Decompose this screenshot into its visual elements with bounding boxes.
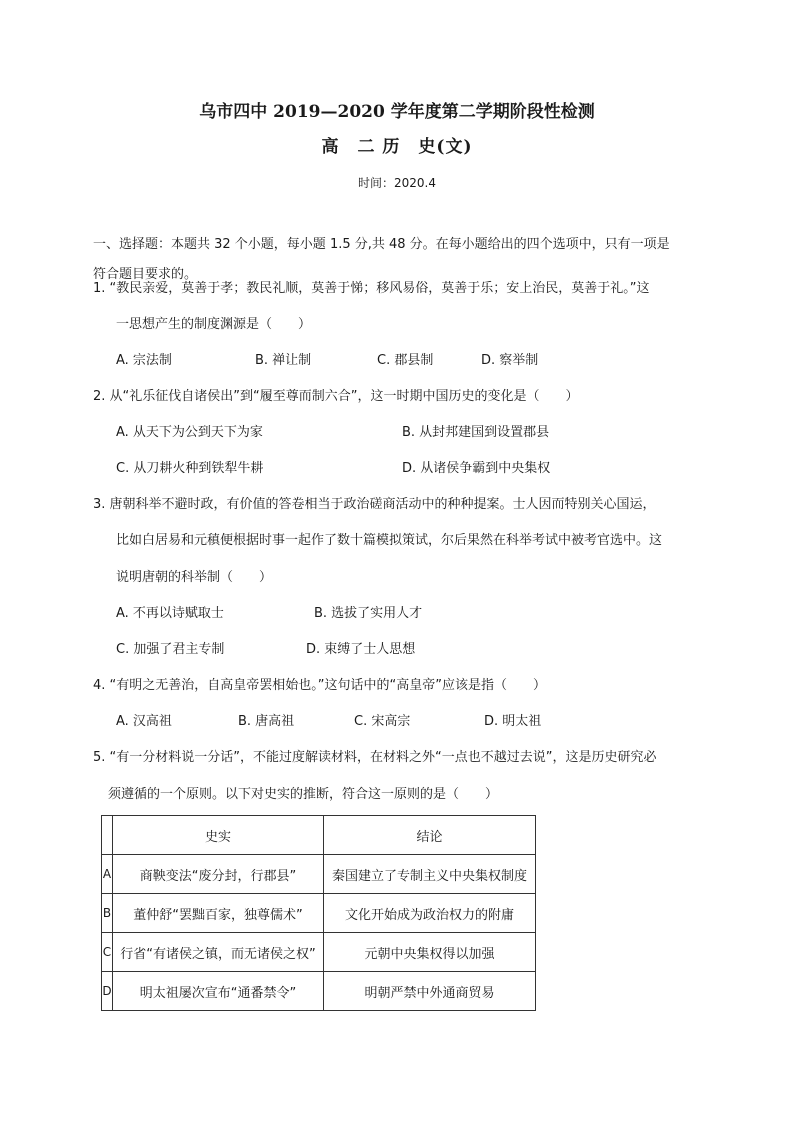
row-fact: 商鞅变法“废分封，行郡县” bbox=[113, 855, 324, 894]
question-1-option-c: C. 郡县制 bbox=[377, 353, 434, 368]
table-row bbox=[102, 933, 536, 972]
row-conclusion: 文化开始成为政治权力的附庸 bbox=[324, 894, 536, 933]
question-2-option-a: A. 从天下为公到天下为家 bbox=[116, 425, 263, 440]
table-row bbox=[102, 894, 536, 933]
row-label: B bbox=[102, 894, 113, 933]
question-4-option-b: B. 唐高祖 bbox=[238, 714, 295, 729]
question-4-option-c: C. 宋高宗 bbox=[354, 714, 411, 729]
table-row bbox=[102, 972, 536, 1011]
question-3-stem-line-3: 说明唐朝的科举制（ ） bbox=[116, 570, 273, 585]
exam-title: 乌市四中 2019—2020 学年度第二学期阶段性检测 bbox=[199, 102, 595, 122]
question-1-stem-line-2: 一思想产生的制度渊源是（ ） bbox=[116, 317, 312, 332]
question-3-stem-line-2: 比如白居易和元稹便根据时事一起作了数十篇模拟策试，尔后果然在科举考试中被考官选中。这 bbox=[116, 533, 663, 548]
question-2-stem-line-1: 2. 从“礼乐征伐自诸侯出”到“履至尊而制六合”，这一时期中国历史的变化是（ ） bbox=[93, 389, 579, 404]
question-4-option-a: A. 汉高祖 bbox=[116, 714, 172, 729]
row-conclusion: 元朝中央集权得以加强 bbox=[324, 933, 536, 972]
question-2-option-c: C. 从刀耕火种到铁犁牛耕 bbox=[116, 461, 264, 476]
row-fact: 明太祖屡次宣布“通番禁令” bbox=[113, 972, 324, 1011]
row-fact: 行省“有诸侯之镇，而无诸侯之权” bbox=[113, 933, 324, 972]
section-instruction-line-1: 一、选择题：本题共 32 个小题，每小题 1.5 分,共 48 分。在每小题给出的四个选项中，只有一项是 bbox=[93, 237, 670, 252]
question-1-option-b: B. 禅让制 bbox=[255, 353, 312, 368]
question-1-option-a: A. 宗法制 bbox=[116, 353, 172, 368]
section-instruction-line-2: 符合题目要求的。 bbox=[93, 267, 198, 282]
question-3-option-a: A. 不再以诗赋取士 bbox=[116, 606, 224, 621]
question-4-stem-line-1: 4. “有明之无善治，自高皇帝罢相始也。”这句话中的“高皇帝”应该是指（ ） bbox=[93, 678, 546, 693]
question-3-stem-line-1: 3. 唐朝科举不避时政，有价值的答卷相当于政治磋商活动中的种种提案。士人因而特别关心国运， bbox=[93, 497, 656, 512]
row-label: D bbox=[102, 972, 113, 1011]
question-2-option-b: B. 从封邦建国到设置郡县 bbox=[402, 425, 550, 440]
table-header-blank bbox=[102, 816, 113, 855]
question-1-option-d: D. 察举制 bbox=[481, 353, 539, 368]
row-label: A bbox=[102, 855, 113, 894]
question-3-option-b: B. 选拔了实用人才 bbox=[314, 606, 423, 621]
table-row bbox=[102, 855, 536, 894]
exam-time: 时间：2020.4 bbox=[358, 176, 436, 190]
exam-subject: 高 二 历 史(文) bbox=[321, 137, 473, 157]
question-5-table bbox=[101, 815, 536, 1011]
row-conclusion: 秦国建立了专制主义中央集权制度 bbox=[324, 855, 536, 894]
question-5-stem-line-1: 5. “有一分材料说一分话”，不能过度解读材料，在材料之外“一点也不越过去说”，这是历史研究必 bbox=[93, 750, 657, 765]
question-2-option-d: D. 从诸侯争霸到中央集权 bbox=[402, 461, 551, 476]
table-header-conclusion: 结论 bbox=[324, 816, 536, 855]
question-3-option-c: C. 加强了君主专制 bbox=[116, 642, 225, 657]
question-4-option-d: D. 明太祖 bbox=[484, 714, 542, 729]
question-1-stem-line-1: 1. “教民亲爱，莫善于孝；教民礼顺，莫善于悌；移风易俗，莫善于乐；安上治民，莫善于礼。”这 bbox=[93, 281, 650, 296]
question-5-stem-line-2: 须遵循的一个原则。以下对史实的推断，符合这一原则的是（ ） bbox=[108, 787, 499, 802]
question-3-option-d: D. 束缚了士人思想 bbox=[306, 642, 416, 657]
row-fact: 董仲舒“罢黜百家，独尊儒术” bbox=[113, 894, 324, 933]
table-header-fact: 史实 bbox=[113, 816, 324, 855]
table-header-row bbox=[102, 816, 536, 855]
row-conclusion: 明朝严禁中外通商贸易 bbox=[324, 972, 536, 1011]
row-label: C bbox=[102, 933, 113, 972]
